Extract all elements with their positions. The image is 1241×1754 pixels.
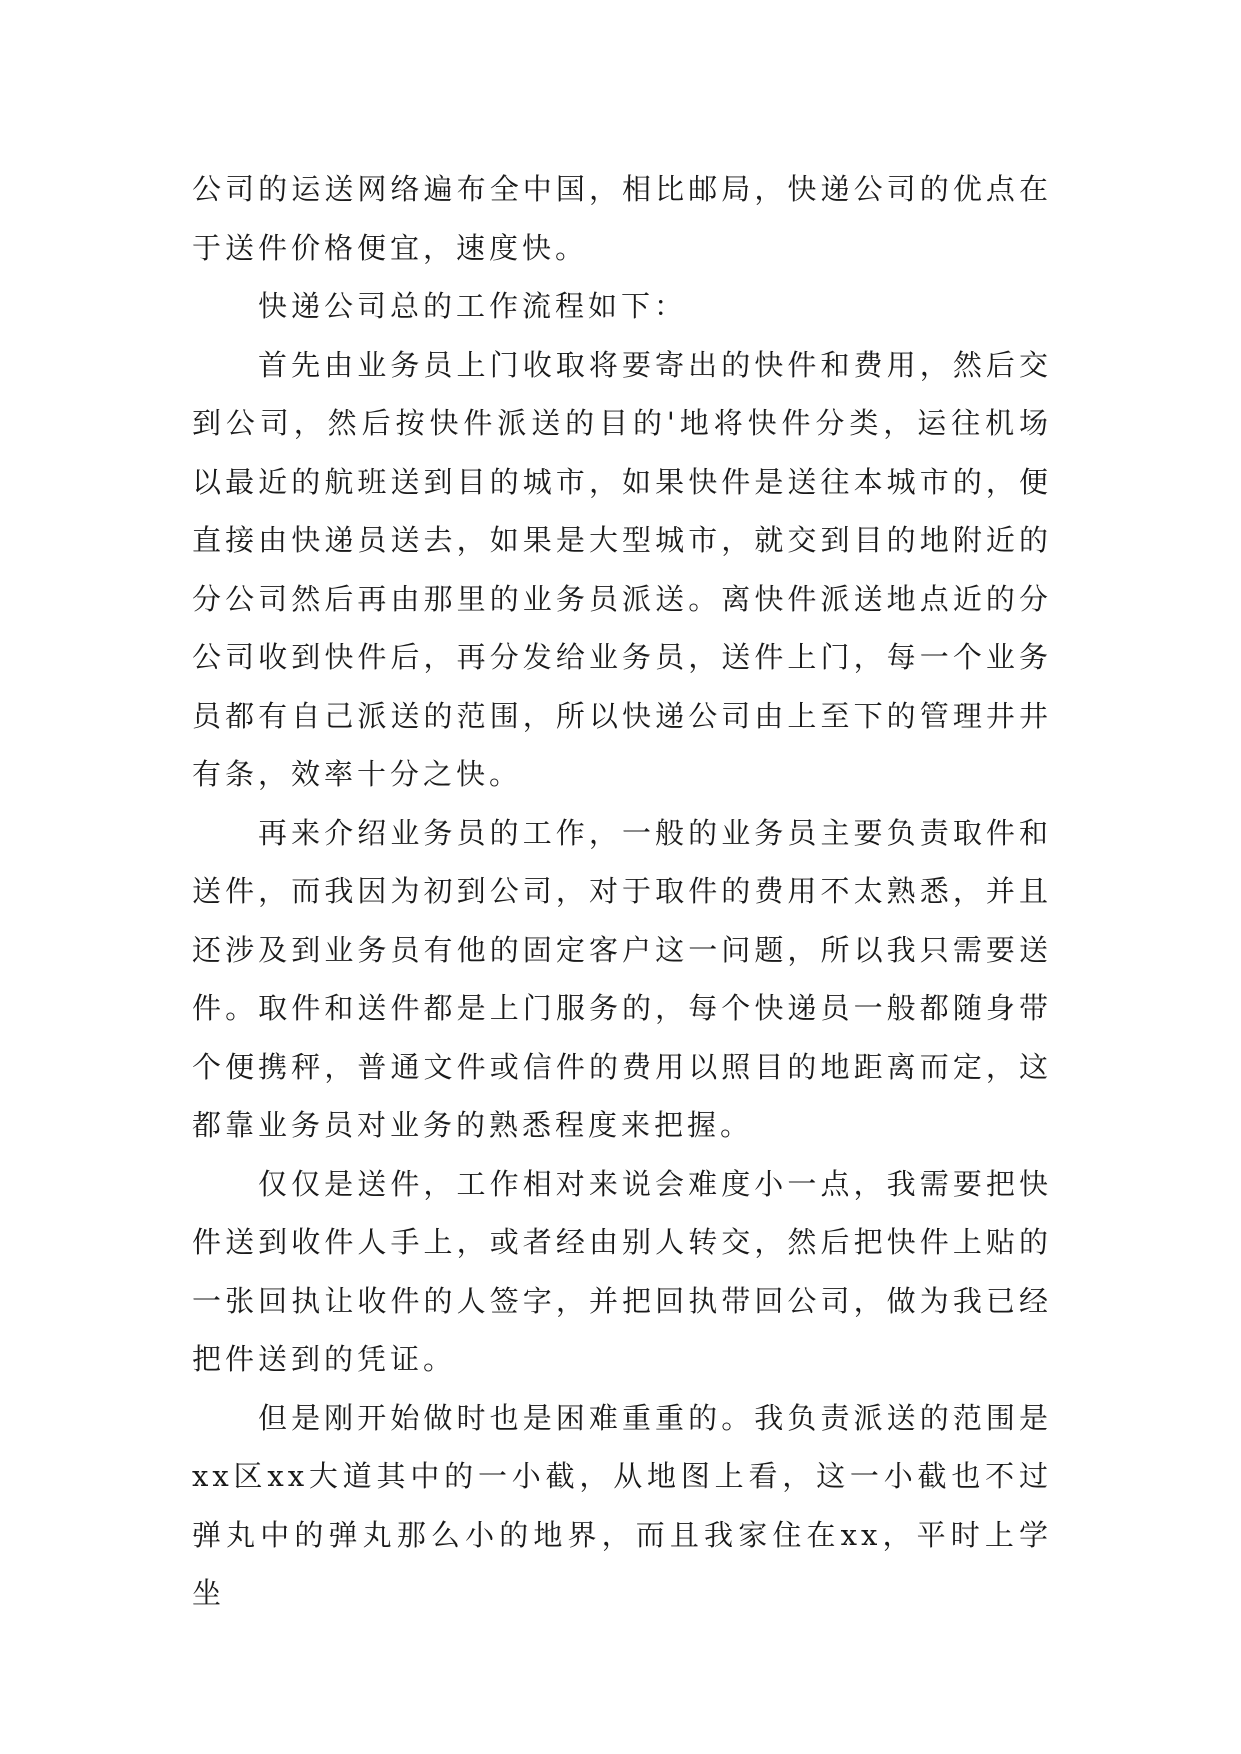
paragraph-courier-duties: 再来介绍业务员的工作，一般的业务员主要负责取件和送件，而我因为初到公司，对于取件的费用不太熟悉，并且还涉及到业务员有他的固定客户这一问题，所以我只需要送件。取件和送件都是上门服务的，每个快递员一般都随身带个便携秤，普通文件或信件的费用以照目的地距离而定，这都靠业务员对业务的熟悉程度来把握。	[192, 815, 1052, 1142]
paragraph-workflow-description: 首先由业务员上门收取将要寄出的快件和费用，然后交到公司，然后按快件派送的目的'地将快件分类，运往机场以最近的航班送到目的城市，如果快件是送往本城市的，便直接由快递员送去，如果是大型城市，就交到目的地附近的分公司然后再由那里的业务员派送。离快件派送地点近的分公司收到快件后，再分发给业务员，送件上门，每一个业务员都有自己派送的范围，所以快递公司由上至下的管理井井有条，效率十分之快。	[192, 347, 1052, 791]
paragraph-initial-difficulties: 但是刚开始做时也是困难重重的。我负责派送的范围是xx区xx大道其中的一小截，从地图上看，这一小截也不过弹丸中的弹丸那么小的地界，而且我家住在xx，平时上学坐	[192, 1400, 1052, 1610]
document-body	[192, 160, 1052, 1623]
paragraph-continued: 公司的运送网络遍布全中国，相比邮局，快递公司的优点在于送件价格便宜，速度快。	[192, 172, 1052, 265]
paragraph-delivery-task: 仅仅是送件，工作相对来说会难度小一点，我需要把快件送到收件人手上，或者经由别人转交，然后把快件上贴的一张回执让收件的人签字，并把回执带回公司，做为我已经把件送到的凭证。	[192, 1166, 1052, 1376]
paragraph-workflow-heading: 快递公司总的工作流程如下：	[258, 289, 688, 323]
